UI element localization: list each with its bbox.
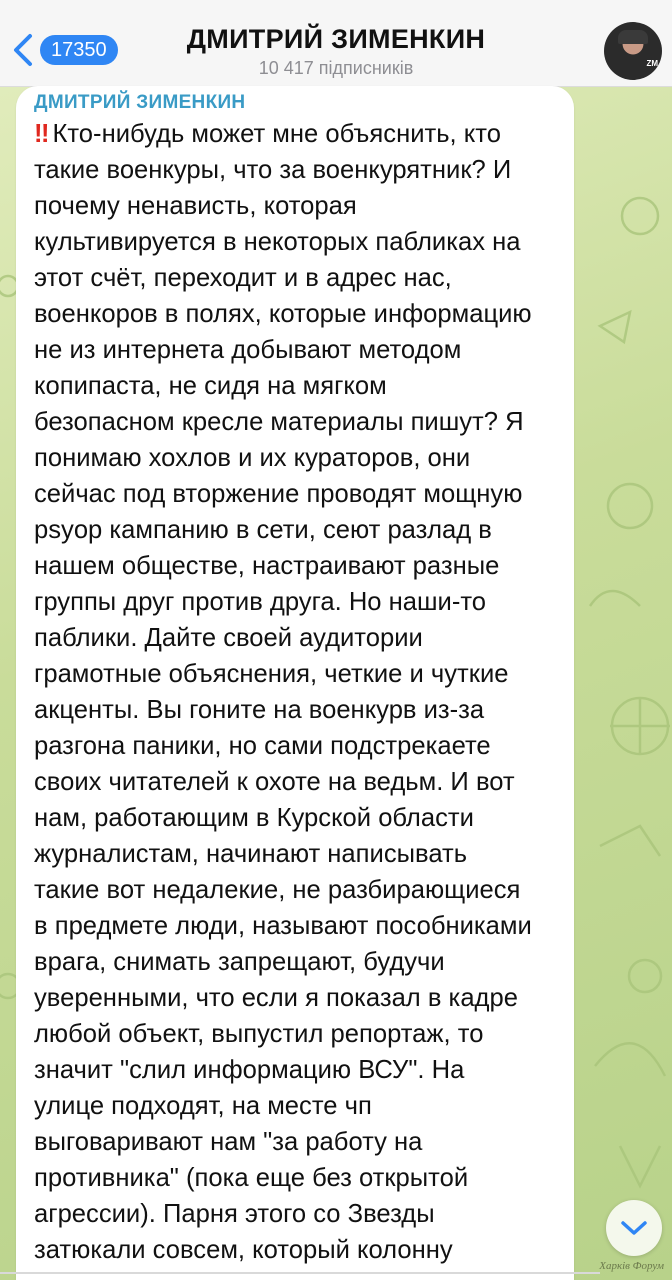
message-line: культивируется в некоторых пабликах на (34, 228, 521, 256)
message-line: акценты. Вы гоните на военкурв из-за (34, 696, 485, 724)
message-line: сейчас под вторжение проводят мощную (34, 480, 523, 508)
message-line: безопасном кресле материалы пишут? Я (34, 408, 524, 436)
message-line: такие вот недалекие, не разбирающиеся (34, 876, 521, 904)
channel-title[interactable]: ДМИТРИЙ ЗИМЕНКИН (186, 24, 486, 54)
subscriber-count: 10 417 підписників (258, 58, 414, 78)
message-line: Кто-нибудь может мне объяснить, кто (52, 120, 501, 148)
message-line: журналистам, начинают написывать (34, 840, 468, 868)
message-line: нам, работающим в Курской области (34, 804, 474, 832)
message-line: любой объект, выпустил репортаж, то (34, 1020, 484, 1048)
double-exclamation-icon: ‼ (34, 120, 47, 148)
message-line: нашем обществе, настраивают разные (34, 552, 500, 580)
message-line: врага, снимать запрещают, будучи (34, 948, 445, 976)
message-line: psyop кампанию в сети, сеют разлад в (34, 516, 492, 544)
message-text (34, 116, 574, 1268)
message-line: не из интернета добывают методом (34, 336, 462, 364)
watermark: Харків Форум (599, 1260, 664, 1272)
divider (0, 1272, 600, 1274)
message-line: разгона паники, но сами подстрекаете (34, 732, 491, 760)
channel-avatar[interactable]: ZM (604, 22, 662, 80)
message-line: своих читателей к охоте на ведьм. И вот (34, 768, 515, 796)
message-line: агрессии). Парня этого со Звезды (34, 1200, 435, 1228)
message-bubble[interactable] (16, 86, 574, 1280)
message-line: затюкали совсем, который колонну (34, 1236, 453, 1264)
message-line: грамотные объяснения, четкие и чуткие (34, 660, 509, 688)
message-line: группы друг против друга. Но наши-то (34, 588, 487, 616)
message-line: понимаю хохлов и их кураторов, они (34, 444, 471, 472)
message-line: значит "слил информацию ВСУ". На (34, 1056, 465, 1084)
unread-count-badge: 17350 (40, 35, 118, 65)
chevron-down-icon (619, 1218, 649, 1238)
message-line: паблики. Дайте своей аудитории (34, 624, 423, 652)
message-line: этот счёт, переходит и в адрес нас, (34, 264, 452, 292)
message-line: такие военкуры, что за военкурятник? И (34, 156, 512, 184)
message-line: почему ненависть, которая (34, 192, 357, 220)
chat-header (0, 0, 672, 87)
message-line: выговаривают нам "за работу на (34, 1128, 423, 1156)
message-line: в предмете люди, называют пособниками (34, 912, 532, 940)
post-author: ДМИТРИЙ ЗИМЕНКИН (34, 92, 246, 113)
message-line: военкоров в полях, которые информацию (34, 300, 532, 328)
message-line: копипаста, не сидя на мягком (34, 372, 387, 400)
message-line: уверенными, что если я показал в кадре (34, 984, 518, 1012)
scroll-to-bottom-button[interactable] (606, 1200, 662, 1256)
message-line: противника" (пока еще без открытой (34, 1164, 469, 1192)
message-line: улице подходят, на месте чп (34, 1092, 372, 1120)
